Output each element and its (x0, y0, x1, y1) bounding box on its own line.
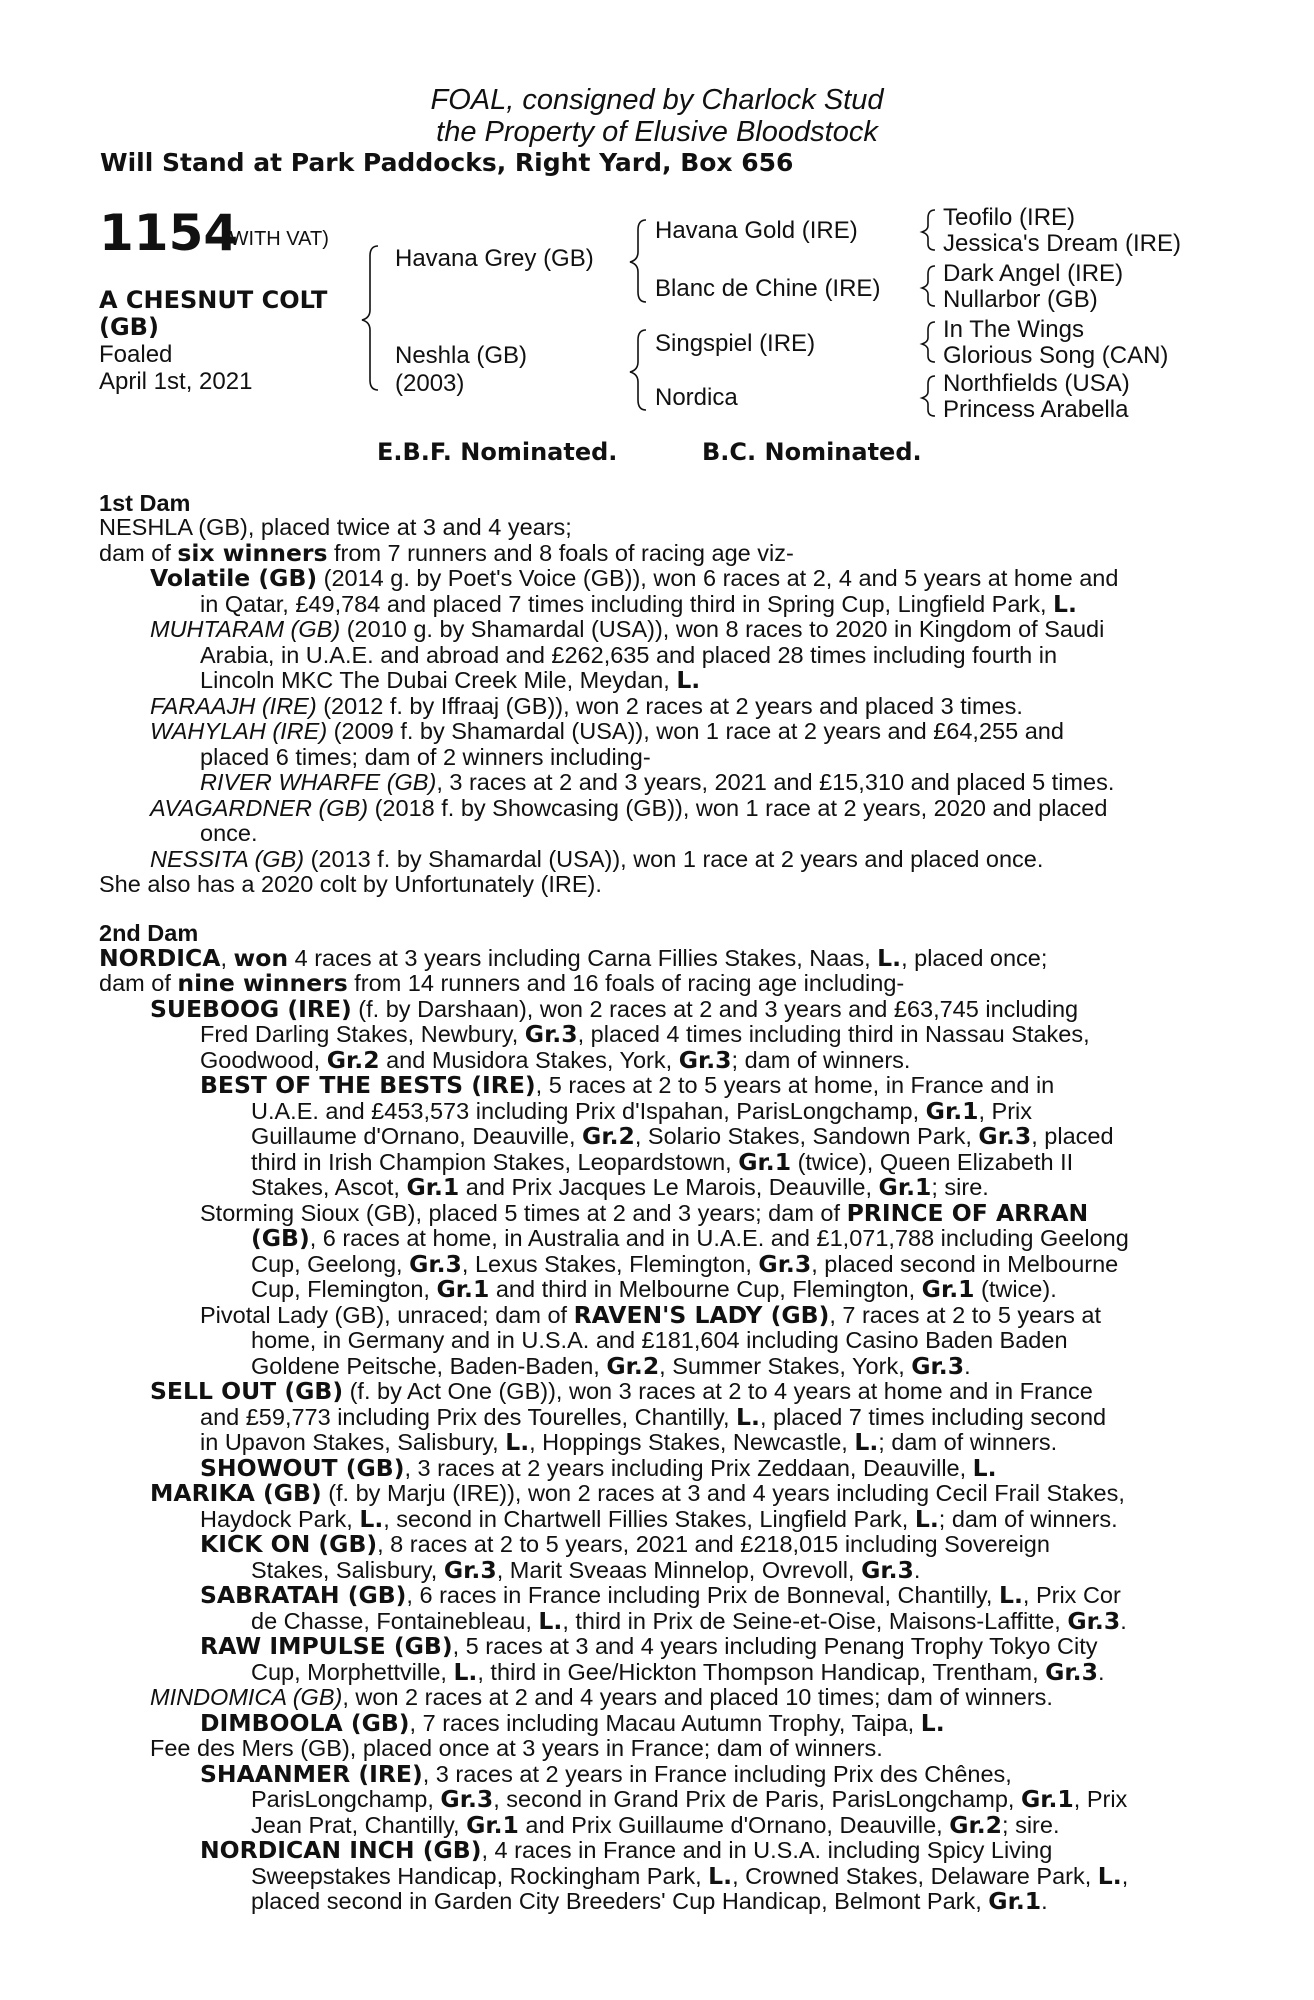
produce-line: Sweepstakes Handicap, Rockingham Park, L., Crowned Stakes, Delaware Park, L., (251, 1862, 1129, 1890)
produce-line: Jean Prat, Chantilly, Gr.1 and Prix Guillaume d'Ornano, Deauville, Gr.2; sire. (251, 1811, 1060, 1839)
consignor-line: FOAL, consigned by Charlock Stud (430, 84, 884, 116)
produce-line: Cup, Morphettville, L., third in Gee/Hickton Thompson Handicap, Trentham, Gr.3. (251, 1658, 1105, 1686)
lot-sex-colour: A CHESNUT COLT (99, 286, 328, 314)
vat-label: (WITH VAT) (223, 228, 329, 250)
lot-country: (GB) (99, 313, 159, 341)
produce-line: in Upavon Stakes, Salisbury, L., Hoppings Stakes, Newcastle, L.; dam of winners. (200, 1428, 1058, 1456)
produce-line: Lincoln MKC The Dubai Creek Mile, Meydan, L. (200, 666, 701, 694)
produce-line: once. (200, 820, 258, 846)
foaled-date: April 1st, 2021 (99, 368, 253, 395)
sire-sire: Havana Gold (IRE) (655, 217, 858, 244)
produce-line: SHAANMER (IRE), 3 races at 2 years in France including Prix des Chênes, (200, 1760, 1012, 1788)
produce-line: Cup, Geelong, Gr.3, Lexus Stakes, Flemington, Gr.3, placed second in Melbourne (251, 1250, 1119, 1278)
second-dam-heading: 2nd Dam (99, 920, 199, 946)
produce-line: de Chasse, Fontainebleau, L., third in Prix de Seine-et-Oise, Maisons-Laffitte, Gr.3. (251, 1607, 1127, 1635)
produce-line: She also has a 2020 colt by Unfortunately (IRE). (99, 871, 602, 897)
produce-line: WAHYLAH (IRE) (2009 f. by Shamardal (USA)), won 1 race at 2 years and £64,255 and (150, 718, 1064, 744)
produce-line: third in Irish Champion Stakes, Leopardstown, Gr.1 (twice), Queen Elizabeth II (251, 1148, 1074, 1176)
gen3-8: Princess Arabella (943, 396, 1129, 423)
second-dam-line: dam of nine winners from 14 runners and 16 foals of racing age including- (99, 969, 905, 997)
produce-line: Guillaume d'Ornano, Deauville, Gr.2, Solario Stakes, Sandown Park, Gr.3, placed (251, 1122, 1114, 1150)
produce-line: ParisLongchamp, Gr.3, second in Grand Prix de Paris, ParisLongchamp, Gr.1, Prix (251, 1785, 1128, 1813)
gen3-7: Northfields (USA) (943, 370, 1130, 397)
produce-line: in Qatar, £49,784 and placed 7 times including third in Spring Cup, Lingfield Park, L. (200, 590, 1077, 618)
second-dam-line: NORDICA, won 4 races at 3 years including Carna Fillies Stakes, Naas, L., placed once; (99, 944, 1048, 972)
gen3-3: Dark Angel (IRE) (943, 260, 1124, 287)
produce-line: Fee des Mers (GB), placed once at 3 years in France; dam of winners. (150, 1735, 883, 1761)
produce-line: U.A.E. and £453,573 including Prix d'Ispahan, ParisLongchamp, Gr.1, Prix (251, 1097, 1033, 1125)
stand-line: Will Stand at Park Paddocks, Right Yard, Box 656 (100, 148, 794, 177)
produce-line: RIVER WHARFE (GB), 3 races at 2 and 3 years, 2021 and £15,310 and placed 5 times. (200, 769, 1115, 795)
dam-sire: Singspiel (IRE) (655, 330, 816, 357)
produce-line: Arabia, in U.A.E. and abroad and £262,635 and placed 28 times including fourth in (200, 642, 1058, 668)
produce-line: SUEBOOG (IRE) (f. by Darshaan), won 2 races at 2 and 3 years and £63,745 including (150, 995, 1079, 1023)
produce-line: NORDICAN INCH (GB), 4 races in France and in U.S.A. including Spicy Living (200, 1836, 1053, 1864)
produce-line: Cup, Flemington, Gr.1 and third in Melbourne Cup, Flemington, Gr.1 (twice). (251, 1275, 1057, 1303)
produce-line: FARAAJH (IRE) (2012 f. by Iffraaj (GB)), won 2 races at 2 years and placed 3 times. (150, 693, 1023, 719)
first-dam-line: dam of six winners from 7 runners and 8 foals of racing age viz- (99, 539, 794, 567)
sire: Havana Grey (GB) (395, 245, 594, 272)
produce-line: MARIKA (GB) (f. by Marju (IRE)), won 2 races at 3 and 4 years including Cecil Frail Stakes, (150, 1479, 1125, 1507)
ebf-nomination: E.B.F. Nominated. (377, 438, 618, 466)
produce-line: placed 6 times; dam of 2 winners including- (200, 744, 651, 770)
gen3-4: Nullarbor (GB) (943, 286, 1098, 313)
produce-line: home, in Germany and in U.S.A. and £181,604 including Casino Baden Baden (251, 1327, 1068, 1353)
produce-line: Stakes, Ascot, Gr.1 and Prix Jacques Le Marois, Deauville, Gr.1; sire. (251, 1173, 989, 1201)
produce-line: Goodwood, Gr.2 and Musidora Stakes, York, Gr.3; dam of winners. (200, 1046, 911, 1074)
produce-line: and £59,773 including Prix des Tourelles, Chantilly, L., placed 7 times including second (200, 1403, 1107, 1431)
gen3-6: Glorious Song (CAN) (943, 342, 1169, 369)
produce-line: Storming Sioux (GB), placed 5 times at 2 and 3 years; dam of PRINCE OF ARRAN (200, 1199, 1089, 1227)
produce-line: Goldene Peitsche, Baden-Baden, Gr.2, Summer Stakes, York, Gr.3. (251, 1352, 971, 1380)
produce-line: Stakes, Salisbury, Gr.3, Marit Sveaas Minnelop, Ovrevoll, Gr.3. (251, 1556, 921, 1584)
produce-line: MINDOMICA (GB), won 2 races at 2 and 4 years and placed 10 times; dam of winners. (150, 1684, 1053, 1710)
produce-line: (GB), 6 races at home, in Australia and in U.A.E. and £1,071,788 including Geelong (251, 1224, 1129, 1252)
sire-dam: Blanc de Chine (IRE) (655, 275, 881, 302)
produce-line: AVAGARDNER (GB) (2018 f. by Showcasing (GB)), won 1 race at 2 years, 2020 and placed (150, 795, 1108, 821)
gen3-5: In The Wings (943, 316, 1084, 343)
produce-line: Haydock Park, L., second in Chartwell Fillies Stakes, Lingfield Park, L.; dam of winners. (200, 1505, 1118, 1533)
produce-line: Fred Darling Stakes, Newbury, Gr.3, placed 4 times including third in Nassau Stakes, (200, 1020, 1090, 1048)
produce-line: Pivotal Lady (GB), unraced; dam of RAVEN'S LADY (GB), 7 races at 2 to 5 years at (200, 1301, 1102, 1329)
first-dam-heading: 1st Dam (99, 490, 191, 516)
dam-dam: Nordica (655, 384, 738, 411)
lot-number: 1154 (99, 204, 239, 262)
produce-line: SABRATAH (GB), 6 races in France including Prix de Bonneval, Chantilly, L., Prix Cor (200, 1581, 1121, 1609)
bc-nomination: B.C. Nominated. (702, 438, 922, 466)
property-line: the Property of Elusive Bloodstock (436, 116, 878, 148)
produce-line: DIMBOOLA (GB), 7 races including Macau Autumn Trophy, Taipa, L. (200, 1709, 945, 1737)
produce-line: Volatile (GB) (2014 g. by Poet's Voice (GB)), won 6 races at 2, 4 and 5 years at home and (150, 564, 1119, 592)
produce-line: placed second in Garden City Breeders' Cup Handicap, Belmont Park, Gr.1. (251, 1887, 1048, 1915)
gen3-2: Jessica's Dream (IRE) (943, 230, 1181, 257)
produce-line: NESSITA (GB) (2013 f. by Shamardal (USA)), won 1 race at 2 years and placed once. (150, 846, 1044, 872)
foaled-label: Foaled (99, 341, 173, 368)
produce-line: MUHTARAM (GB) (2010 g. by Shamardal (USA)), won 8 races to 2020 in Kingdom of Saudi (150, 616, 1105, 642)
gen3-1: Teofilo (IRE) (943, 204, 1076, 231)
dam: Neshla (GB) (395, 342, 528, 369)
produce-line: BEST OF THE BESTS (IRE), 5 races at 2 to 5 years at home, in France and in (200, 1071, 1055, 1099)
produce-line: SELL OUT (GB) (f. by Act One (GB)), won 3 races at 2 to 4 years at home and in France (150, 1377, 1093, 1405)
produce-line: RAW IMPULSE (GB), 5 races at 3 and 4 years including Penang Trophy Tokyo City (200, 1632, 1098, 1660)
dam-year: (2003) (395, 370, 465, 397)
produce-line: KICK ON (GB), 8 races at 2 to 5 years, 2021 and £218,015 including Sovereign (200, 1530, 1050, 1558)
first-dam-line: NESHLA (GB), placed twice at 3 and 4 years; (99, 514, 572, 540)
produce-line: SHOWOUT (GB), 3 races at 2 years including Prix Zeddaan, Deauville, L. (200, 1454, 997, 1482)
